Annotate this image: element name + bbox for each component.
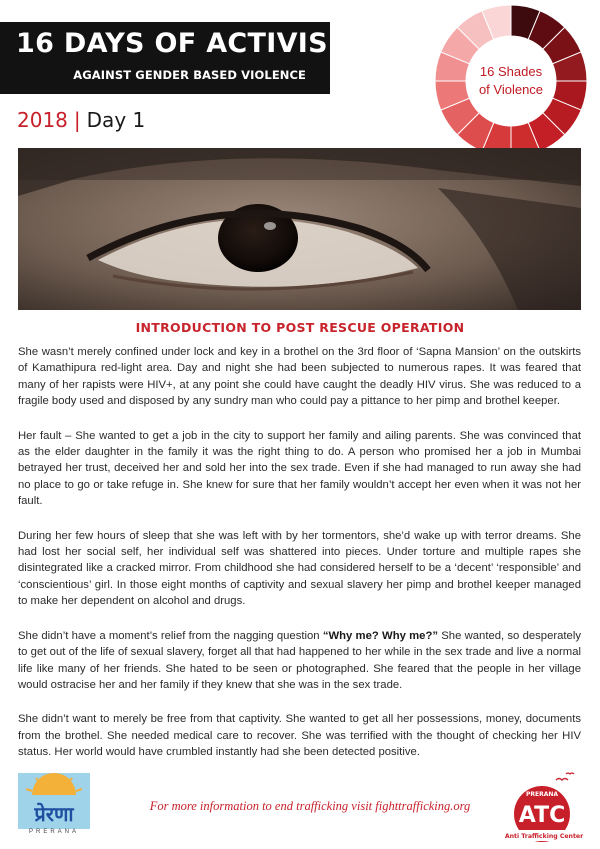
paragraph-3: During her few hours of sleep that she was left with by her tormentors, she’d wake up with terror dreams. She had lost her social self, her individual self was shattered into pieces. Under torture and multiple rapes she disintegrated like a cracked mirror. From childhood she had considered herself to be a ‘decent’ ‘responsible’ and ‘conscientious’ girl. In those eight months of captivity and sexual slavery her pimp and brothel keeper managed to make her dependent on alcohol and drugs. [18,529,581,608]
paragraph-4-question: “Why me? Why me?” [322,629,438,642]
atc-main-text: ATC [518,803,566,828]
article-body [18,344,581,779]
paragraph-4 [18,628,581,694]
year-day-line [17,108,145,132]
shades-of-violence-badge [432,2,590,160]
section-heading: INTRODUCTION TO POST RESCUE OPERATION [135,320,465,335]
eye-photo [18,148,581,310]
page-title: 16 DAYS OF ACTIVISM [16,28,356,59]
footer-info-text: For more information to end trafficking visit fighttrafficking.org [149,799,471,813]
atc-bottom-text: Anti Trafficking Center [504,833,584,840]
year-label: 2018 [17,108,68,132]
title-banner [0,22,356,94]
badge-line-1: 16 Shades [479,64,543,79]
paragraph-5: She didn’t want to merely be free from that captivity. She wanted to get all her possessions, money, documents from the brothel. She needed medical care to recover. She was terrified with the thought of checking her HIV status. Her world would have crumbled instantly had she been detected positive. [18,713,581,759]
atc-logo-icon [500,772,588,844]
paragraph-4-start: She didn’t have a moment’s relief from the nagging question [18,629,323,642]
page-subtitle: AGAINST GENDER BASED VIOLENCE [73,68,306,82]
prerana-logo-icon [18,773,90,829]
badge-label [432,2,590,160]
badge-line-2: of Violence [478,82,544,97]
prerana-logo-word: PRERANA [28,829,79,835]
atc-top-text: PRERANA [525,791,559,798]
paragraph-1: She wasn’t merely confined under lock and key in a brothel on the 3rd floor of ‘Sapna Mansion’ on the outskirts of Kamathipura red-light area. Day and night she had been subjected to numerous rapes. It was feared that many of her rapists were HIV+, at any point she could have caught the deadly HIV virus. She was reduced to a fragile body used and disposed by any sundry man who could pay a pittance to her pimp and brothel keeper. [18,346,581,408]
atc-logo [500,772,588,844]
paragraph-4-end: She wanted, so desperately to get out of the life of sexual slavery, forget all that had happened to her while in the sex trade and live a normal life like many of her friends. She hated to be seen or photographed. She feared that the people in her village would ostracise her and her family if they knew that she was in the sex trade. [18,629,581,691]
eye-photo-icon [18,148,581,310]
prerana-logo [18,773,90,841]
paragraph-2: Her fault – She wanted to get a job in the city to support her family and ailing parents. She was convinced that as the elder daughter in the family it was the right thing to do. A person who promised her a job in Mumbai betrayed her trust, deceived her and sold her into the sex trade. Even if she had managed to run away she had no place to go or take refuge in. She knew for sure that her family wouldn’t accept her even when it was not her fault. [18,429,581,508]
separator: | [73,108,81,132]
day-label: Day 1 [86,108,146,132]
prerana-script-text: प्रेरणा [34,802,74,826]
